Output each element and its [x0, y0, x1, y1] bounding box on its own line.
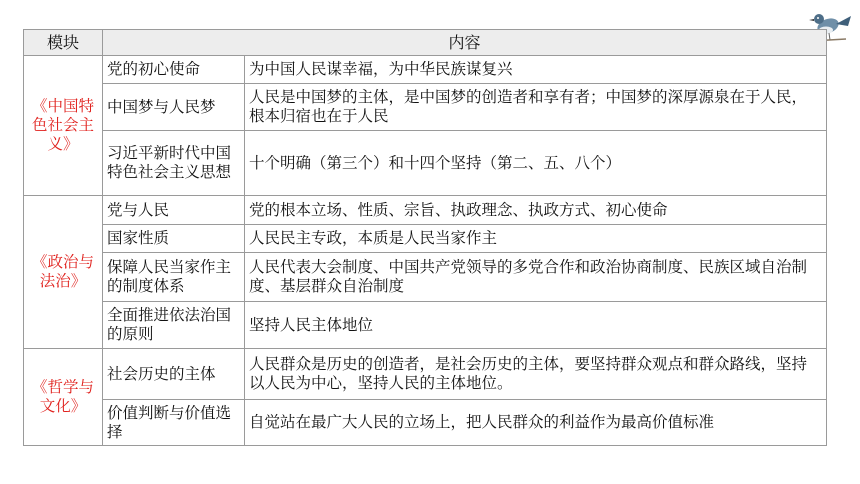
content-cell: 十个明确（第三个）和十四个坚持（第二、五、八个）	[245, 131, 827, 196]
content-cell: 为中国人民谋幸福，为中华民族谋复兴	[245, 56, 827, 84]
topic-cell: 价值判断与价值选择	[103, 400, 245, 446]
topic-cell: 党的初心使命	[103, 56, 245, 84]
content-table	[23, 29, 827, 446]
table-row	[24, 253, 827, 302]
content-cell: 人民代表大会制度、中国共产党领导的多党合作和政治协商制度、民族区域自治制度、基层群众自治制度	[245, 253, 827, 302]
table-row	[24, 131, 827, 196]
module-cell: 《哲学与文化》	[24, 349, 103, 446]
topic-cell: 习近平新时代中国特色社会主义思想	[103, 131, 245, 196]
module-cell: 《政治与法治》	[24, 196, 103, 349]
table-header-row	[24, 30, 827, 56]
table-row	[24, 349, 827, 400]
table-row	[24, 84, 827, 131]
topic-cell: 中国梦与人民梦	[103, 84, 245, 131]
table-row	[24, 400, 827, 446]
topic-cell: 全面推进依法治国的原则	[103, 302, 245, 349]
table-row	[24, 225, 827, 253]
table-row	[24, 196, 827, 225]
content-cell: 党的根本立场、性质、宗旨、执政理念、执政方式、初心使命	[245, 196, 827, 225]
content-cell: 人民民主专政，本质是人民当家作主	[245, 225, 827, 253]
content-cell: 坚持人民主体地位	[245, 302, 827, 349]
topic-cell: 党与人民	[103, 196, 245, 225]
header-content: 内容	[103, 30, 827, 56]
module-cell: 《中国特色社会主义》	[24, 56, 103, 196]
table-row	[24, 56, 827, 84]
topic-cell: 保障人民当家作主的制度体系	[103, 253, 245, 302]
content-table-wrapper	[23, 29, 827, 446]
topic-cell: 国家性质	[103, 225, 245, 253]
table-row	[24, 302, 827, 349]
topic-cell: 社会历史的主体	[103, 349, 245, 400]
header-module: 模块	[24, 30, 103, 56]
content-cell: 人民是中国梦的主体，是中国梦的创造者和享有者；中国梦的深厚源泉在于人民，根本归宿也在于人民	[245, 84, 827, 131]
content-cell: 自觉站在最广大人民的立场上，把人民群众的利益作为最高价值标准	[245, 400, 827, 446]
content-cell: 人民群众是历史的创造者，是社会历史的主体，要坚持群众观点和群众路线，坚持以人民为中心，坚持人民的主体地位。	[245, 349, 827, 400]
